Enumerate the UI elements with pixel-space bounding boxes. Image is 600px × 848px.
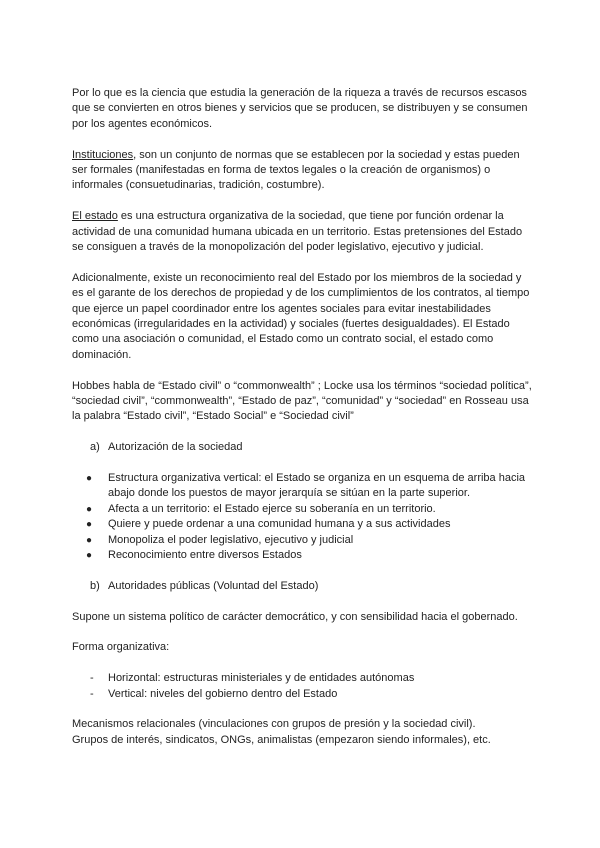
dash-item-text: Horizontal: estructuras ministeriales y de entidades autónomas: [108, 672, 415, 685]
list-item-a: [72, 440, 532, 455]
bullet-item-text: Reconocimiento entre diversos Estados: [108, 549, 302, 562]
list-item-b-label: Autoridades públicas (Voluntad del Estado): [108, 579, 319, 592]
list-item-a-label: Autorización de la sociedad: [108, 441, 243, 454]
paragraph-el-estado: [72, 209, 532, 255]
term-instituciones: Instituciones: [72, 148, 134, 161]
list-marker-a: a): [90, 441, 100, 454]
bullet-item-text: Quiere y puede ordenar a una comunidad humana y a sus actividades: [108, 518, 451, 531]
bullet-icon: ●: [86, 519, 93, 531]
bullet-item: [72, 471, 532, 502]
dash-marker: -: [90, 687, 94, 700]
dash-list: [72, 671, 532, 702]
instituciones-definition: , son un conjunto de normas que se establecen por la sociedad y estas pueden ser formales (manifestadas en forma de textos legales o la creación de organismos) o informales (consuetudinarias, tradición, costumbre).: [72, 148, 520, 192]
mecanismos-line-1: Mecanismos relacionales (vinculaciones con grupos de presión y la sociedad civil).: [72, 718, 476, 731]
term-el-estado: El estado: [72, 210, 118, 223]
bullet-icon: ●: [86, 550, 93, 562]
paragraph-sistema-politico: Supone un sistema político de carácter democrático, y con sensibilidad hacia el gobernado.: [72, 610, 518, 623]
paragraph-mecanismos: [72, 717, 532, 748]
el-estado-definition: es una estructura organizativa de la sociedad, que tiene por función ordenar la actividad de una comunidad humana ubicada en un territorio. Estas pretensiones del Estado se consiguen a través de la monopolización del poder legislativo, ejecutivo y judicial.: [72, 210, 523, 254]
bullet-item: [72, 502, 532, 517]
dash-item-text: Vertical: niveles del gobierno dentro del Estado: [108, 687, 338, 700]
paragraph-reconocimiento: Adicionalmente, existe un reconocimiento real del Estado por los miembros de la sociedad y es el garante de los derechos de propiedad y de los cumplimientos de los contratos, al tiempo que ejerce un papel coordinador entre los agentes sociales para evitar inestabilidades económicas (irregularidades en la actividad) y sociales (fuertes desigualdades). El Estado como una asociación o comunidad, el Estado como un contrato social, el estado como dominación.: [72, 271, 530, 361]
paragraph-instituciones: [72, 148, 532, 194]
bullet-list: [72, 471, 532, 563]
dash-item: [72, 671, 532, 686]
list-marker-b: b): [90, 579, 100, 592]
mecanismos-line-2: Grupos de interés, sindicatos, ONGs, animalistas (empezaron siendo informales), etc.: [72, 733, 491, 746]
bullet-item-text: Estructura organizativa vertical: el Estado se organiza en un esquema de arriba hacia abajo donde los puestos de mayor jerarquía se sitúan en la parte superior.: [108, 472, 526, 500]
bullet-item-text: Afecta a un territorio: el Estado ejerce su soberanía en un territorio.: [108, 502, 436, 515]
bullet-item: [72, 533, 532, 548]
paragraph-hobbes-locke: Hobbes habla de “Estado civil” o “commonwealth” ; Locke usa los términos “sociedad política”, “sociedad civil”, “commonwealth”, “Estado de paz”, “comunidad” y “sociedad” en Rosseau usa la palabra “Estado civil”, “Estado Social” e “Sociedad civil”: [72, 379, 532, 423]
dash-marker: -: [90, 672, 94, 685]
bullet-icon: ●: [86, 534, 93, 546]
paragraph-economics-definition: Por lo que es la ciencia que estudia la generación de la riqueza a través de recursos escasos que se convierten en otros bienes y servicios que se producen, se distribuyen y se consumen por los agentes económicos.: [72, 87, 528, 130]
list-item-b: [72, 579, 532, 594]
bullet-item-text: Monopoliza el poder legislativo, ejecutivo y judicial: [108, 533, 354, 546]
bullet-icon: ●: [86, 473, 93, 485]
bullet-item: [72, 548, 532, 563]
bullet-item: [72, 517, 532, 532]
document-body: [72, 86, 532, 764]
bullet-icon: ●: [86, 503, 93, 515]
dash-item: [72, 687, 532, 702]
paragraph-forma-organizativa: Forma organizativa:: [72, 641, 170, 654]
